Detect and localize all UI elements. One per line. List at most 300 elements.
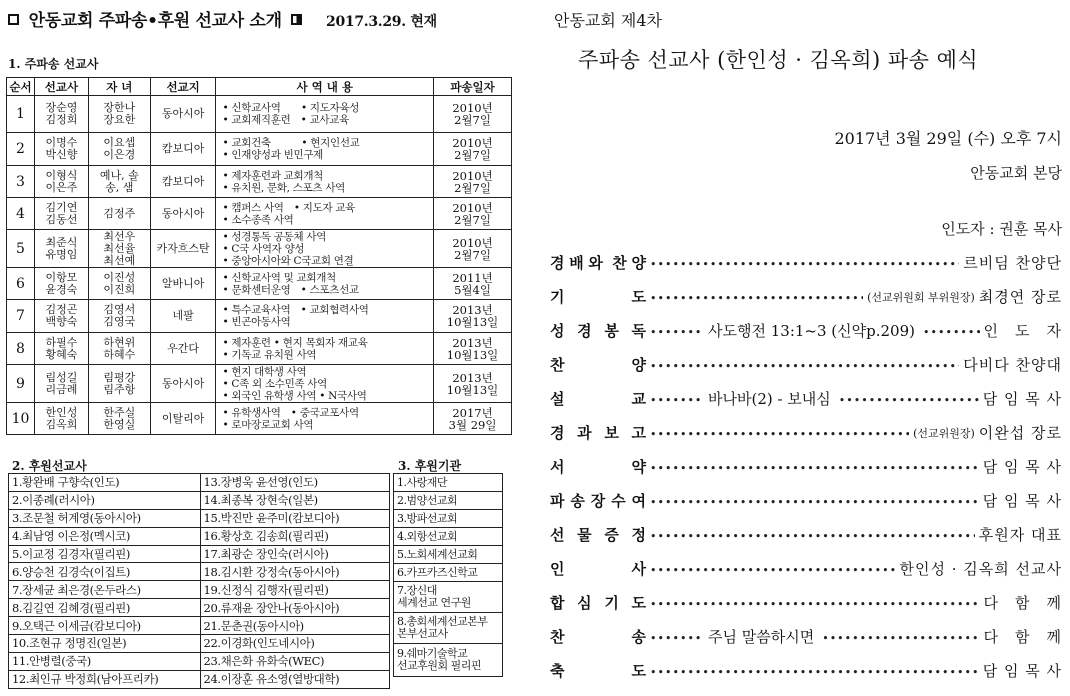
cell-line: 유명임 — [45, 247, 78, 261]
cell-line: • C족 외 소수민족 사역 — [222, 377, 327, 390]
leader-dots — [650, 288, 863, 306]
order-item — [550, 660, 1062, 681]
mission-country: 네팔 — [150, 300, 216, 333]
supported-missionary: 20.류재윤 장안나(동아시아) — [200, 599, 389, 617]
table-row — [394, 546, 503, 564]
cell-line: 김영서 — [103, 303, 136, 316]
cell-line: 이진희 — [103, 282, 136, 296]
children-names — [88, 96, 150, 133]
cell-line: 3.방파선교회 — [397, 511, 458, 525]
ministry-work — [216, 333, 434, 365]
table-row — [394, 613, 503, 644]
supported-missionary: 7.장세균 최은경(온두라스) — [9, 581, 201, 599]
main-missionary-table — [6, 77, 512, 435]
ministry-work — [216, 166, 434, 198]
cell-line: 김기연 — [45, 200, 78, 214]
missionary-names — [34, 133, 88, 166]
cell-line: 김영국 — [103, 315, 136, 328]
cell-line: • 현지 대학생 사역 — [222, 365, 307, 378]
order-item — [550, 388, 1062, 409]
cell-line: 2010년 — [452, 101, 493, 115]
supported-missionary: 11.안병렬(중국) — [9, 652, 201, 670]
cell-line: 장순영 — [45, 101, 78, 114]
page-title — [4, 6, 437, 31]
section1-title: 1. 주파송 선교사 — [8, 57, 99, 71]
order-item — [550, 558, 1062, 579]
table-row — [394, 474, 503, 492]
cell-line: 최선우 — [103, 229, 136, 243]
table-row — [9, 670, 390, 688]
cell-line: 김정희 — [45, 113, 78, 126]
cell-line: 황혜숙 — [45, 347, 78, 361]
cell-line: 김옥희 — [45, 417, 78, 431]
table-row — [9, 563, 390, 581]
supported-missionary: 19.신정식 김행자(필리핀) — [200, 581, 389, 599]
missionary-names — [34, 230, 88, 268]
cell-line: 장요한 — [103, 113, 136, 126]
cell-line: 이항모 — [45, 270, 78, 284]
order-label — [550, 388, 646, 409]
label-char: 약 — [631, 458, 646, 476]
cell-line: 7.장신대 — [397, 584, 437, 597]
order-label — [550, 354, 646, 375]
left-panel — [0, 0, 520, 696]
cell-line: 이은주 — [45, 180, 78, 194]
ministry-work — [216, 300, 434, 333]
order-label — [550, 490, 646, 511]
table-row — [7, 166, 512, 198]
table-row — [9, 527, 390, 545]
cell-line: 하현위 — [103, 335, 136, 349]
cell-line: 2010년 — [452, 235, 493, 250]
cell-line: 1.사랑재단 — [397, 475, 447, 489]
order-person: 한인성 · 김옥희 선교사 — [899, 560, 1062, 578]
order-person: 이완섭 장로 — [978, 424, 1062, 442]
order-label — [550, 524, 646, 545]
cell-line: 8.총회세계선교본부 — [397, 615, 488, 628]
label-char: 찬 — [550, 628, 565, 646]
order-item — [550, 490, 1062, 511]
order-person: 다 함 께 — [983, 628, 1062, 646]
order-person: 담 임 목 사 — [982, 492, 1062, 510]
cell-line: 하필수 — [45, 335, 78, 349]
service-leader: 인도자 : 권훈 목사 — [941, 220, 1062, 238]
cell-line: 2013년 — [452, 303, 493, 317]
dispatch-date — [434, 133, 512, 166]
mission-country: 카자흐스탄 — [150, 230, 216, 268]
children-names — [88, 166, 150, 198]
table-row — [394, 644, 503, 677]
order-person: 담 임 목 사 — [982, 662, 1062, 680]
cell-line: • 제자훈련과 교회개척 — [222, 169, 324, 182]
order-person: 르비딤 찬양단 — [963, 254, 1062, 272]
cell-line: 한영실 — [103, 417, 136, 431]
order-label — [550, 320, 646, 341]
cell-line: 한인성 — [45, 405, 78, 419]
label-char: 봉 — [604, 322, 619, 340]
cell-line: 장한나 — [103, 101, 136, 114]
order-person: 담 임 목 사 — [982, 458, 1062, 476]
label-char: 과 — [577, 424, 592, 442]
table-row — [394, 582, 503, 613]
dispatch-date — [434, 230, 512, 268]
label-char: 여 — [631, 492, 646, 510]
leader-dots — [650, 424, 909, 442]
children-names — [88, 198, 150, 230]
order-detail: 사도행전 13:1~3 (신약p.209) — [708, 322, 915, 340]
order-label — [550, 660, 646, 681]
missionary-names — [34, 403, 88, 435]
cell-line: 이명수 — [45, 136, 78, 149]
service-datetime: 2017년 3월 29일 (수) 오후 7시 — [834, 129, 1062, 148]
column-header: 선교지 — [150, 78, 216, 96]
cell-line: 2013년 — [452, 370, 493, 385]
supporting-org — [394, 644, 503, 677]
children-names — [88, 133, 150, 166]
cell-line: 백향숙 — [45, 315, 78, 328]
cell-line: 선교후원회 필리핀 — [397, 659, 482, 672]
supporting-org — [394, 528, 503, 546]
supported-missionary: 21.문춘권(동아시아) — [200, 617, 389, 635]
order-item — [550, 592, 1062, 613]
cell-line: 이진성 — [103, 270, 136, 284]
table-row — [9, 617, 390, 635]
order-detail: 바나바(2) - 보내심 — [708, 390, 831, 408]
order-item — [550, 252, 1062, 273]
cell-line: 2월7일 — [454, 247, 491, 262]
order-person: 인 도 자 — [983, 322, 1062, 340]
cell-line: 2.범양선교회 — [397, 493, 458, 507]
cell-line: 한주실 — [103, 405, 136, 419]
supporting-org — [394, 564, 503, 582]
order-item — [550, 286, 1062, 307]
mission-country: 동아시아 — [150, 96, 216, 133]
table-row — [9, 509, 390, 527]
cell-line: • 로마장로교회 사역 — [222, 418, 314, 431]
table-row — [7, 96, 512, 133]
cell-line: 리금례 — [45, 382, 78, 396]
order-label — [550, 422, 646, 443]
table-row — [394, 492, 503, 510]
supporting-org — [394, 474, 503, 492]
cell-line: 10월13일 — [446, 347, 499, 362]
label-char: 경 — [550, 254, 565, 272]
cell-line: • 외국인 유학생 사역 • N국사역 — [222, 389, 367, 402]
order-person: 다 함 께 — [983, 594, 1062, 612]
table-row — [394, 510, 503, 528]
label-char: 심 — [577, 594, 592, 612]
children-names — [88, 333, 150, 365]
table-row — [9, 545, 390, 563]
label-char: 경 — [577, 322, 592, 340]
column-header: 자 녀 — [88, 78, 150, 96]
label-char: 찬 — [612, 254, 627, 272]
service-subtitle: 안동교회 제4차 — [554, 11, 663, 30]
supporting-org — [394, 510, 503, 528]
label-char: 인 — [550, 560, 565, 578]
label-char: 보 — [604, 424, 619, 442]
cell-line: 하혜수 — [103, 347, 136, 361]
label-char: 사 — [631, 560, 646, 578]
table-row — [9, 599, 390, 617]
cell-line: 최선예 — [103, 253, 136, 267]
column-header: 선교사 — [34, 78, 88, 96]
row-number: 4 — [7, 198, 35, 230]
row-number: 9 — [7, 365, 35, 403]
missionary-names — [34, 96, 88, 133]
missionary-names — [34, 365, 88, 403]
label-char: 경 — [550, 424, 565, 442]
right-panel — [540, 0, 1070, 696]
mission-country: 캄보디아 — [150, 166, 216, 198]
supported-missionary: 15.박진만 윤주미(캄보디아) — [200, 509, 389, 527]
leader-dots — [650, 662, 979, 680]
cell-line: • 소수종족 사역 — [222, 213, 294, 226]
service-title: 주파송 선교사 (한인성 · 김옥희) 파송 예식 — [578, 48, 979, 72]
order-person: 담 임 목 사 — [982, 390, 1062, 408]
table-row — [7, 198, 512, 230]
cell-line: • 신학교사역 및 교회개척 — [222, 271, 336, 284]
cell-line: • 특수교육사역 • 교회협력사역 — [222, 304, 369, 316]
cell-line: 2월7일 — [454, 212, 491, 227]
order-person: 최경연 장로 — [978, 288, 1062, 306]
leader-dots — [650, 254, 959, 272]
supporting-org — [394, 492, 503, 510]
cell-line: • 제자훈련 • 현지 목회자 재교육 — [222, 336, 368, 349]
label-char: 양 — [631, 356, 646, 374]
table-row — [7, 230, 512, 268]
cell-line: 림평강 — [103, 370, 136, 384]
cell-line: • 유학생사역 • 중국교포사역 — [222, 406, 359, 419]
cell-line: • C국 사역자 양성 — [222, 242, 305, 255]
supported-missionary: 13.장병욱 윤선영(인도) — [200, 474, 389, 492]
table-row — [9, 581, 390, 599]
label-char: 양 — [631, 254, 646, 272]
cell-line: • 교회제직훈련 • 교사교육 — [222, 114, 349, 126]
dispatch-date — [434, 198, 512, 230]
leader-dots — [839, 390, 979, 408]
column-header: 사 역 내 용 — [216, 78, 434, 96]
column-header: 순서 — [7, 78, 35, 96]
missionary-names — [34, 198, 88, 230]
cell-line: 예나, 솔 — [99, 168, 139, 182]
cell-line: 6.카프카즈신학교 — [397, 565, 478, 579]
label-char: 서 — [550, 458, 565, 476]
cell-line: 2월7일 — [454, 148, 491, 162]
row-number: 2 — [7, 133, 35, 166]
label-char: 증 — [604, 526, 619, 544]
cell-line: 김정주 — [103, 206, 136, 220]
order-role: (선교위원회 부위원장) — [867, 290, 975, 304]
children-names — [88, 268, 150, 300]
cell-line: 9.쉐마기술학교 — [397, 647, 468, 660]
order-label — [550, 558, 646, 579]
dispatch-date — [434, 365, 512, 403]
cell-line: 2013년 — [452, 335, 493, 350]
supported-missionary: 2.이종례(러시아) — [9, 491, 201, 509]
ministry-work — [216, 268, 434, 300]
leader-dots — [650, 594, 980, 612]
label-char: 도 — [631, 288, 646, 306]
leader-dots — [650, 526, 975, 544]
table-header-row — [7, 78, 512, 96]
cell-line: 김동선 — [45, 212, 78, 226]
table-row — [394, 528, 503, 546]
supporting-org — [394, 546, 503, 564]
label-char: 찬 — [550, 356, 565, 374]
row-number: 8 — [7, 333, 35, 365]
cell-line: 2011년 — [452, 270, 493, 285]
dispatch-date — [434, 333, 512, 365]
cell-line: • 빈곤아동사역 — [222, 316, 291, 328]
order-role: (선교위원장) — [913, 426, 975, 440]
cell-line: • 유치원, 문화, 스포츠 사역 — [222, 181, 346, 194]
label-char: 정 — [631, 526, 646, 544]
order-label — [550, 626, 646, 647]
cell-line: 4.외항선교회 — [397, 529, 458, 543]
dispatch-date — [434, 300, 512, 333]
cell-line: 최선율 — [103, 241, 136, 255]
label-char: 배 — [569, 254, 584, 272]
row-number: 5 — [7, 230, 35, 268]
order-item — [550, 354, 1062, 375]
supported-missionary: 6.양승천 김경숙(이집트) — [9, 563, 201, 581]
missionary-names — [34, 166, 88, 198]
label-char: 선 — [550, 526, 565, 544]
cell-line: 림주항 — [103, 382, 136, 396]
cell-line: 윤경숙 — [45, 282, 78, 296]
order-item — [550, 320, 1062, 341]
order-detail: 주님 말씀하시면 — [708, 628, 815, 646]
missionary-names — [34, 333, 88, 365]
order-label — [550, 456, 646, 477]
label-char: 수 — [611, 492, 626, 510]
label-char: 고 — [631, 424, 646, 442]
label-char: 축 — [550, 662, 565, 680]
order-label — [550, 252, 646, 273]
order-item — [550, 626, 1062, 647]
cell-line: • 중앙아시아와 C국교회 연결 — [222, 254, 354, 267]
order-item — [550, 456, 1062, 477]
supported-missionary: 9.오택근 이세금(캄보디아) — [9, 617, 201, 635]
cell-line: 송, 샘 — [105, 180, 134, 194]
dispatch-date — [434, 268, 512, 300]
mission-country: 동아시아 — [150, 198, 216, 230]
table-row — [9, 491, 390, 509]
children-names — [88, 230, 150, 268]
label-char: 송 — [570, 492, 585, 510]
supporting-org-table — [393, 473, 503, 677]
label-char: 기 — [604, 594, 619, 612]
ministry-work — [216, 133, 434, 166]
square-bullet-icon — [8, 14, 19, 25]
table-row — [7, 133, 512, 166]
cell-line: 이은경 — [103, 148, 136, 161]
cell-line: 3월 29일 — [448, 417, 497, 432]
row-number: 6 — [7, 268, 35, 300]
label-char: 송 — [631, 628, 646, 646]
order-person: 다비다 찬양대 — [963, 356, 1062, 374]
cell-line: 10월13일 — [446, 315, 499, 329]
leader-dots — [650, 492, 979, 510]
supported-missionary: 5.이교정 김경자(필리핀) — [9, 545, 201, 563]
leader-dots — [650, 390, 700, 408]
label-char: 합 — [550, 594, 565, 612]
cell-line: 최준식 — [45, 235, 78, 249]
cell-line: 김정곤 — [45, 303, 78, 316]
ministry-work — [216, 230, 434, 268]
table-row — [7, 403, 512, 435]
supported-missionary: 17.최광순 장인숙(러시아) — [200, 545, 389, 563]
ministry-work — [216, 96, 434, 133]
order-label — [550, 286, 646, 307]
mission-country: 동아시아 — [150, 365, 216, 403]
row-number: 3 — [7, 166, 35, 198]
label-char: 장 — [590, 492, 606, 510]
cell-line: 본부선교사 — [397, 627, 448, 640]
label-char: 와 — [588, 254, 603, 272]
label-char: 설 — [550, 390, 565, 408]
supported-missionary: 4.최남영 이은정(멕시코) — [9, 527, 201, 545]
label-char: 성 — [550, 322, 565, 340]
dispatch-date — [434, 96, 512, 133]
row-number: 1 — [7, 96, 35, 133]
mission-country: 캄보디아 — [150, 133, 216, 166]
cell-line: • 성경통독 공동체 사역 — [222, 230, 327, 243]
leader-dots — [822, 628, 979, 646]
cell-line: 5월4일 — [454, 282, 491, 297]
supported-missionary-table — [8, 473, 390, 689]
cell-line: 2010년 — [452, 136, 493, 150]
supported-missionary: 24.이장훈 유소영(열방대학) — [200, 670, 389, 688]
label-char: 도 — [631, 594, 646, 612]
section3-title: 3. 후원기관 — [398, 459, 462, 473]
order-label — [550, 592, 646, 613]
cell-line: • 신학교사역 • 지도자육성 — [222, 102, 360, 114]
leader-dots — [650, 628, 700, 646]
label-char: 기 — [550, 288, 565, 306]
cell-line: 이요셉 — [103, 136, 136, 149]
cell-line: 2010년 — [452, 168, 493, 183]
supporting-org — [394, 613, 503, 644]
column-header: 파송일자 — [434, 78, 512, 96]
supported-missionary: 3.조문철 허계영(동아시아) — [9, 509, 201, 527]
title-date: 2017.3.29. 현재 — [326, 14, 437, 30]
cell-line: 10월13일 — [446, 382, 499, 397]
ministry-work — [216, 365, 434, 403]
cell-line: 2월7일 — [454, 180, 491, 195]
ministry-work — [216, 198, 434, 230]
children-names — [88, 300, 150, 333]
label-char: 물 — [577, 526, 592, 544]
order-person: 후원자 대표 — [978, 526, 1062, 544]
cell-line: • 인재양성과 빈민구제 — [222, 149, 324, 161]
cell-line: 이형식 — [45, 168, 78, 182]
leader-dots — [923, 322, 980, 340]
table-row — [9, 474, 390, 492]
table-row — [7, 268, 512, 300]
dispatch-date — [434, 166, 512, 198]
children-names — [88, 403, 150, 435]
cell-line: • 캠퍼스 사역 • 지도자 교육 — [222, 201, 356, 214]
leader-dots — [650, 458, 979, 476]
supported-missionary: 18.김시환 강정숙(동아시아) — [200, 563, 389, 581]
leader-dots — [650, 322, 700, 340]
leader-dots — [650, 356, 959, 374]
cell-line: 2017년 — [452, 405, 493, 420]
table-row — [7, 365, 512, 403]
cell-line: 림성길 — [45, 370, 78, 384]
